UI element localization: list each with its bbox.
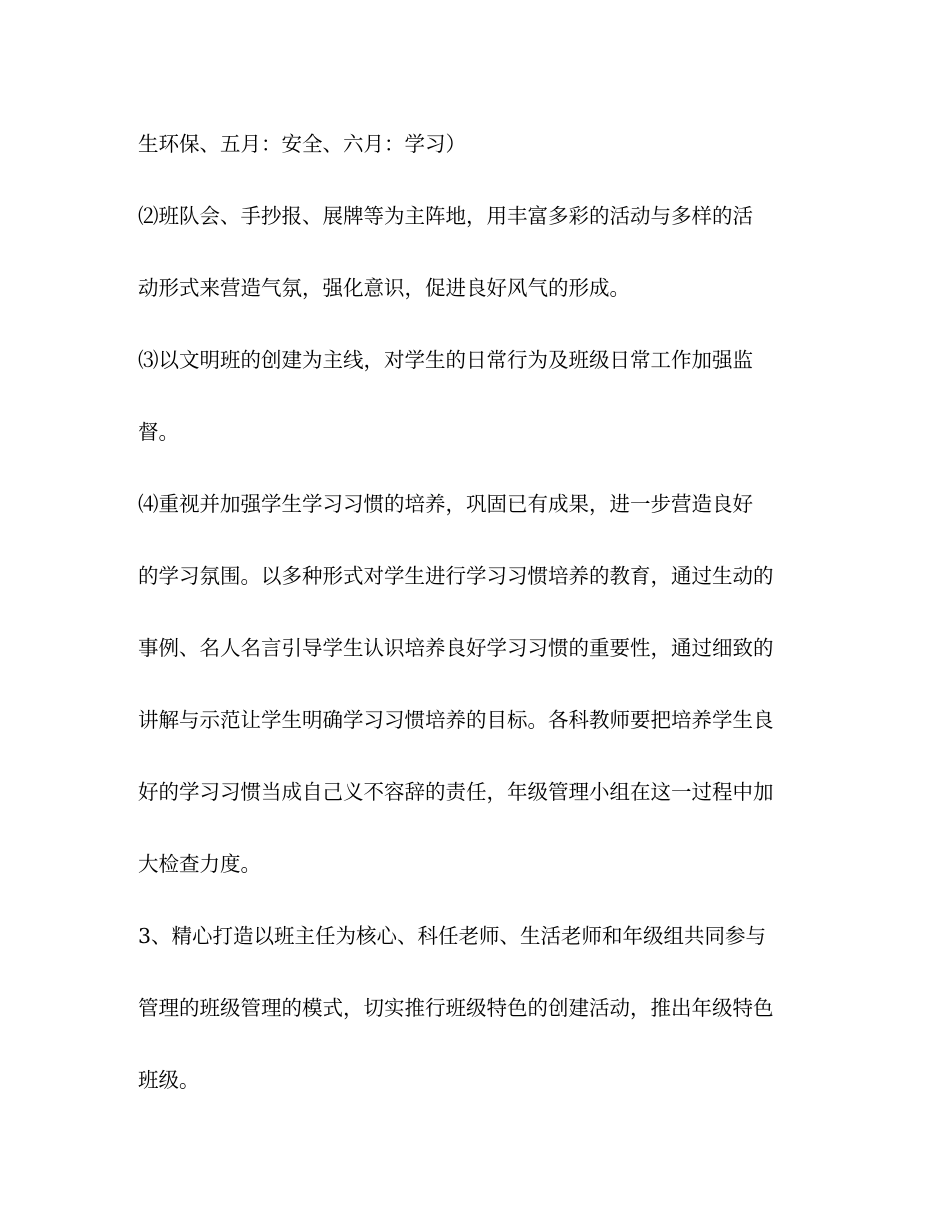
text-line: 管理的班级管理的模式，切实推行班级特色的创建活动，推出年级特色 (138, 996, 774, 1020)
text-line: 动形式来营造气氛，强化意识，促进良好风气的形成。 (138, 276, 630, 300)
text-line: 讲解与示范让学生明确学习习惯培养的目标。各科教师要把培养学生良 (138, 708, 774, 732)
text-line: 事例、名人名言引导学生认识培养良好学习习惯的重要性，通过细致的 (138, 636, 774, 660)
text-line: ⑵班队会、手抄报、展牌等为主阵地，用丰富多彩的活动与多样的活 (138, 204, 753, 228)
text-line: 督。 (138, 420, 179, 444)
text-line: 生环保、五月：安全、六月：学习） (138, 132, 466, 156)
text-line: ⑷重视并加强学生学习习惯的培养，巩固已有成果，进一步营造良好 (138, 492, 753, 516)
text-line: 的学习氛围。以多种形式对学生进行学习习惯培养的教育，通过生动的 (138, 564, 774, 588)
text-line: 好的学习习惯当成自己义不容辞的责任，年级管理小组在这一过程中加 (138, 780, 774, 804)
text-line: 班级。 (138, 1068, 200, 1092)
text-line: 3、精心打造以班主任为核心、科任老师、生活老师和年级组共同参与 (138, 924, 767, 948)
text-line: ⑶以文明班的创建为主线，对学生的日常行为及班级日常工作加强监 (138, 348, 753, 372)
text-line: 大检查力度。 (138, 852, 261, 876)
